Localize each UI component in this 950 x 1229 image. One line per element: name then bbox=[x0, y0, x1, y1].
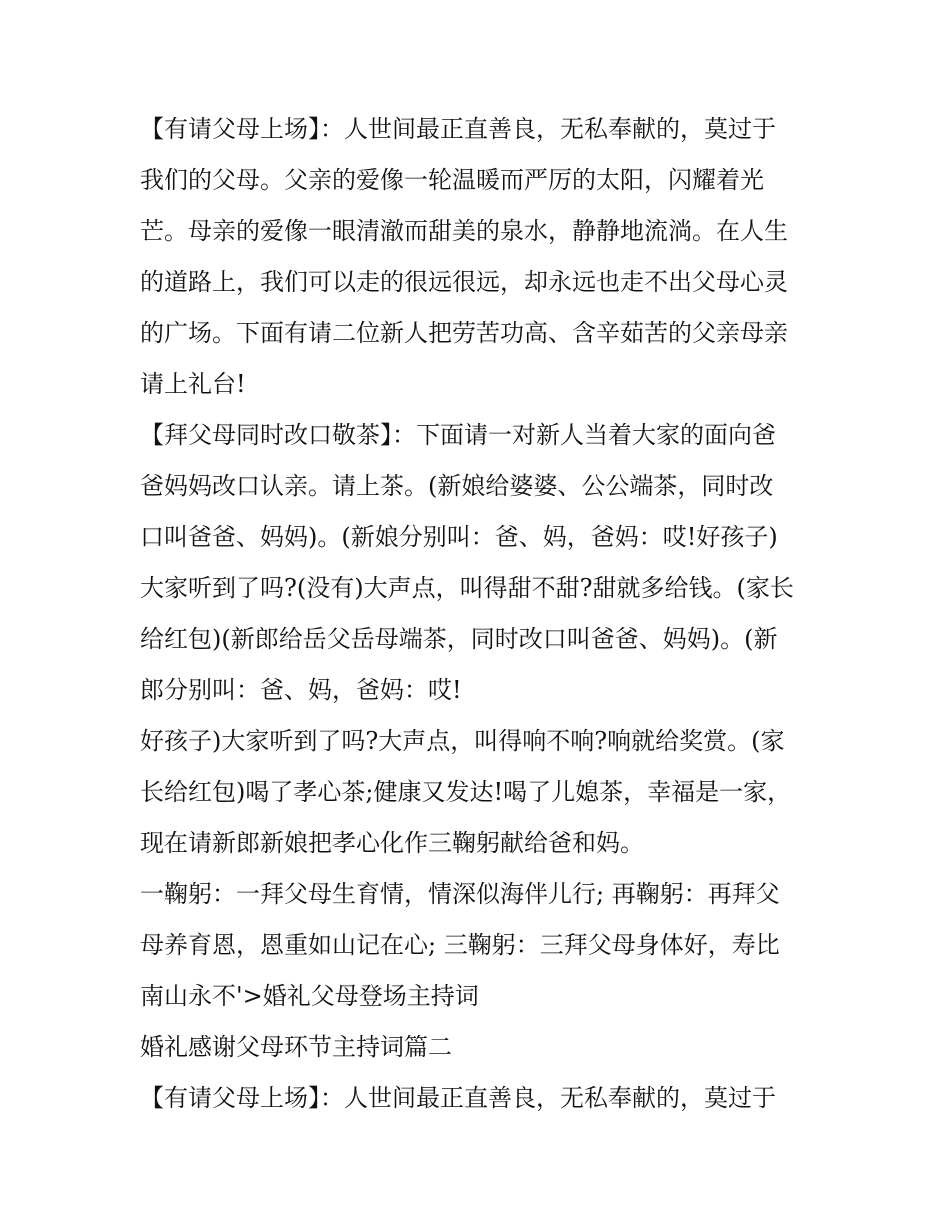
text-line: 给红包)(新郎给岳父岳母端茶，同时改口叫爸爸、妈妈)。(新 bbox=[140, 625, 778, 653]
text-line: 郎分别叫：爸、妈，爸妈：哎! bbox=[140, 676, 462, 704]
document-body bbox=[140, 104, 820, 1124]
text-line: 爸妈妈改口认亲。请上茶。(新娘给婆婆、公公端茶，同时改 bbox=[140, 472, 774, 500]
text-line: 的道路上，我们可以走的很远很远，却永远也走不出父母心灵 bbox=[140, 268, 788, 296]
text-line: 口叫爸爸、妈妈)。(新娘分别叫：爸、妈，爸妈：哎!好孩子) bbox=[140, 523, 778, 551]
text-line: 大家听到了吗?(没有)大声点，叫得甜不甜?甜就多给钱。(家长 bbox=[140, 574, 794, 602]
text-line: 请上礼台! bbox=[140, 370, 246, 398]
text-line: 好孩子)大家听到了吗?大声点，叫得响不响?响就给奖赏。(家 bbox=[140, 727, 785, 755]
section-heading: 婚礼感谢父母环节主持词篇二 bbox=[140, 1033, 452, 1061]
text-line: 南山永不'>婚礼父母登场主持词 bbox=[140, 982, 479, 1010]
text-line: 的广场。下面有请二位新人把劳苦功高、含辛茹苦的父亲母亲 bbox=[140, 319, 788, 347]
text-line: 我们的父母。父亲的爱像一轮温暖而严厉的太阳，闪耀着光 bbox=[140, 166, 764, 194]
text-line: 母养育恩，恩重如山记在心; 三鞠躬：三拜父母身体好，寿比 bbox=[140, 931, 780, 959]
text-line: 长给红包)喝了孝心茶;健康又发达!喝了儿媳茶，幸福是一家， bbox=[140, 778, 792, 806]
text-line: 芒。母亲的爱像一眼清澈而甜美的泉水，静静地流淌。在人生 bbox=[140, 217, 788, 245]
text-line: 【有请父母上场】：人世间最正直善良，无私奉献的，莫过于 bbox=[140, 115, 776, 143]
text-line: 一鞠躬：一拜父母生育情，情深似海伴儿行; 再鞠躬：再拜父 bbox=[140, 880, 780, 908]
text-line: 【有请父母上场】：人世间最正直善良，无私奉献的，莫过于 bbox=[140, 1084, 776, 1112]
text-line: 【拜父母同时改口敬茶】：下面请一对新人当着大家的面向爸 bbox=[140, 421, 776, 449]
text-line: 现在请新郎新娘把孝心化作三鞠躬献给爸和妈。 bbox=[140, 829, 644, 857]
